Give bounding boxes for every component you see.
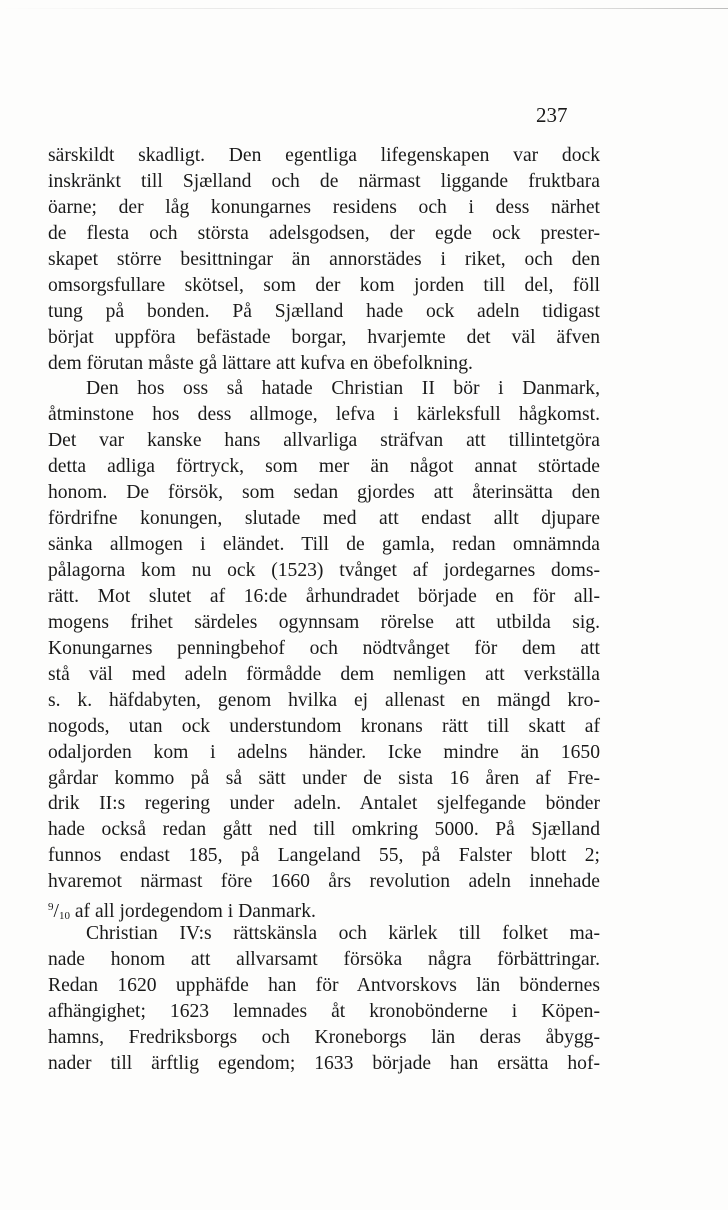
fraction-nine-tenths: $^9/_{10}$: [48, 901, 70, 923]
scan-edge-line: [0, 8, 728, 9]
text-line: s. k. häfdabyten, genom hvilka ej allenast en mängd kro-: [48, 689, 600, 711]
text-line: afhängighet; 1623 lemnades åt kronobönderne i Köpen-: [48, 1000, 600, 1022]
fraction-line-text: af all jordegendom i Danmark.: [74, 901, 316, 923]
fraction-numerator: 9: [48, 901, 54, 914]
text-line: pålagorna kom nu ock (1523) tvånget af jordegarnes doms-: [48, 560, 600, 581]
text-line: inskränkt till Sjælland och de närmast liggande fruktbara: [48, 170, 600, 192]
text-line: sänka allmogen i eländet. Till de gamla, redan omnämnda: [48, 534, 600, 556]
text-line: hade också redan gått ned till omkring 5000. På Sjælland: [48, 819, 600, 841]
text-line: detta adliga förtryck, som mer än något annat störtade: [48, 456, 600, 478]
text-line: särskildt skadligt. Den egentliga lifegenskapen var dock: [48, 145, 600, 166]
text-line: drik II:s regering under adeln. Antalet sjelfegande bönder: [48, 793, 600, 815]
text-line: stå väl med adeln förmådde dem nemligen att verkställa: [48, 663, 600, 685]
text-line: Konungarnes penningbehof och nödtvånget för dem att: [48, 637, 600, 659]
body-text: [48, 143, 600, 1077]
text-line: de flesta och största adelsgodsen, der egde ock prester-: [48, 222, 600, 244]
text-line: dem förutan måste gå lättare att kufva en öbefolkning.: [48, 352, 473, 374]
text-line: åtminstone hos dess allmoge, lefva i kärleksfull hågkomst.: [48, 404, 600, 426]
text-line: hvaremot närmast före 1660 års revolution adeln innehade: [48, 871, 600, 893]
text-line: mogens frihet särdeles ogynnsam rörelse att utbilda sig.: [48, 611, 600, 633]
text-line: börjat uppföra befästade borgar, hvarjemte det väl äfven: [48, 326, 600, 348]
text-line: Det var kanske hans allvarliga sträfvan att tillintetgöra: [48, 430, 600, 452]
text-line: nogods, utan ock understundom kronans rätt till skatt af: [48, 715, 600, 737]
text-line: funnos endast 185, på Langeland 55, på Falster blott 2;: [48, 845, 600, 867]
text-line: nade honom att allvarsamt försöka några förbättringar.: [48, 949, 600, 971]
text-line: honom. De försök, som sedan gjordes att återinsätta den: [48, 482, 600, 504]
text-line: fördrifne konungen, slutade med att endast allt djupare: [48, 508, 600, 530]
text-line-with-fraction: [48, 895, 600, 921]
text-line: Christian IV:s rättskänsla och kärlek till folket ma-: [86, 923, 600, 945]
text-line: omsorgsfullare skötsel, som der kom jorden till del, föll: [48, 274, 600, 296]
text-line: Den hos oss så hatade Christian II bör i Danmark,: [86, 378, 600, 400]
text-line: nader till ärftlig egendom; 1633 började han ersätta hof-: [48, 1052, 600, 1074]
text-line: hamns, Fredriksborgs och Kroneborgs län deras åbygg-: [48, 1026, 600, 1048]
text-line: Redan 1620 upphäfde han för Antvorskovs län böndernes: [48, 975, 600, 996]
text-line: skapet större besittningar än annorstädes i riket, och den: [48, 248, 600, 270]
text-line: rätt. Mot slutet af 16:de århundradet började en för all-: [48, 585, 600, 607]
text-line: tung på bonden. På Sjælland hade ock adeln tidigast: [48, 300, 600, 322]
text-line: öarne; der låg konungarnes residens och i dess närhet: [48, 196, 600, 218]
page-number: 237: [536, 103, 568, 127]
text-line: gårdar kommo på så sätt under de sista 16 åren af Fre-: [48, 767, 600, 789]
fraction-denominator: 10: [58, 910, 70, 923]
text-line: odaljorden kom i adelns händer. Icke mindre än 1650: [48, 741, 600, 763]
